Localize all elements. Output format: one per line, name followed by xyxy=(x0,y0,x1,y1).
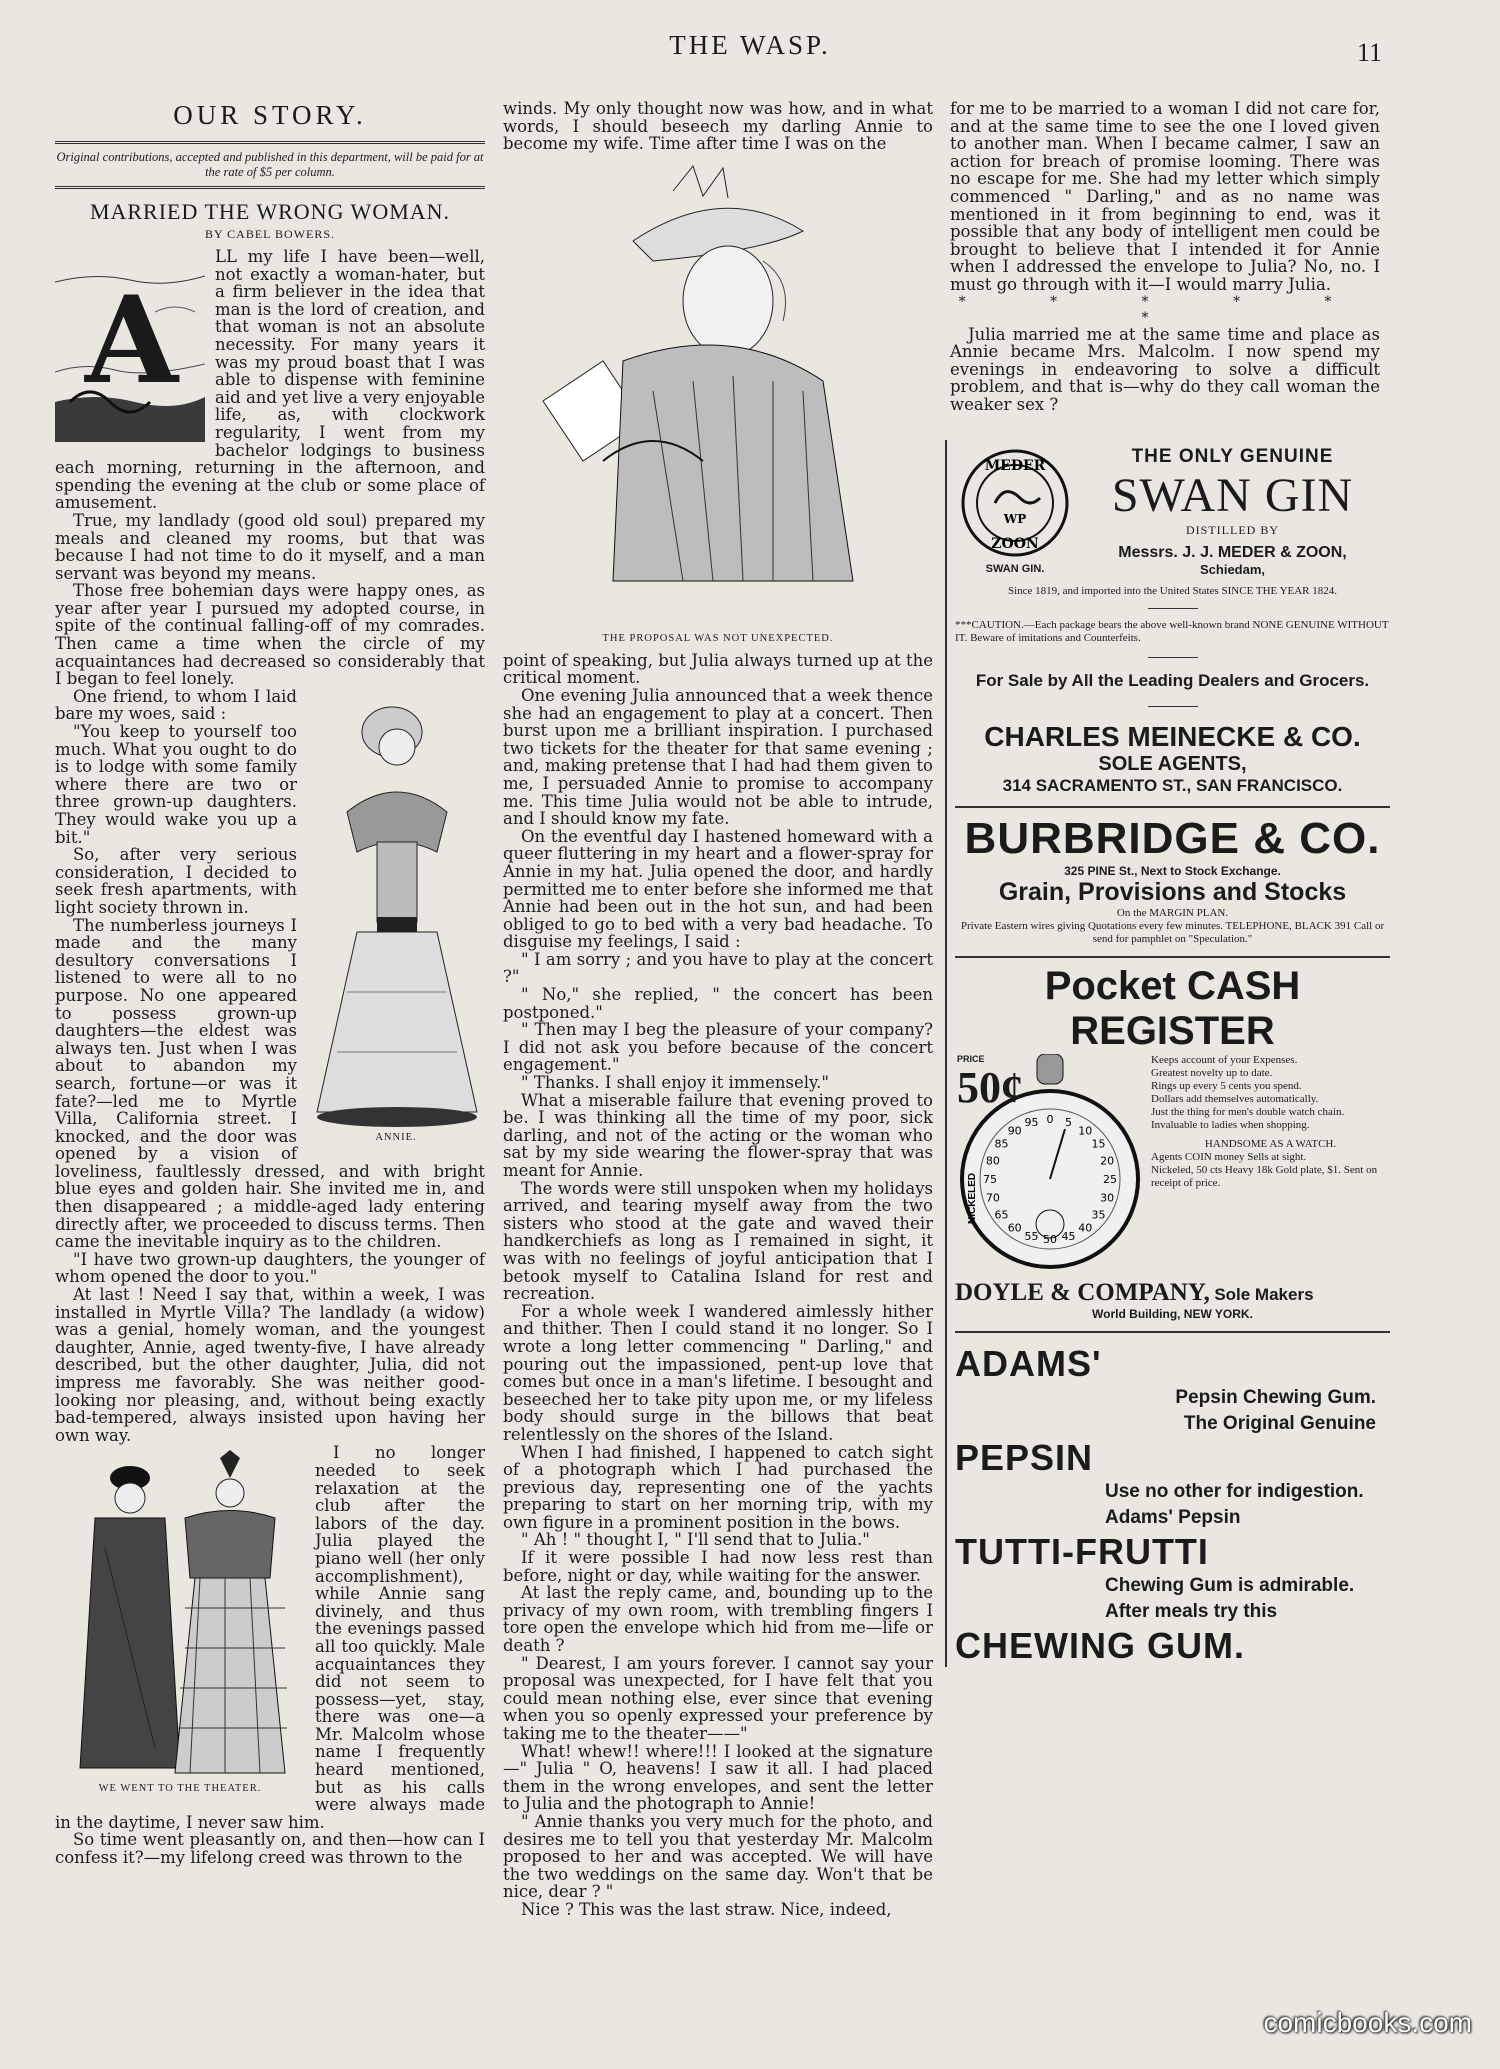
dial-number: 10 xyxy=(1078,1124,1093,1138)
story-paragraph: Nice ? This was the last straw. Nice, indeed, xyxy=(521,1899,892,1919)
story-paragraph: point of speaking, but Julia always turned up at the critical moment. xyxy=(503,650,933,688)
story-paragraph: What a miserable failure that evening proved to be. I was thinking all the time of my poor, sick darling, and not of the acting or the woman who sat by my side wearing the flower-spray that was meant for Annie. xyxy=(503,1090,933,1180)
swan-gin-place: Schiedam, xyxy=(1199,562,1266,577)
section-title: OUR STORY. xyxy=(173,100,367,130)
story-paragraph: " Ah ! " thought I, " I'll send that to Julia." xyxy=(521,1530,870,1550)
burbridge-plan: On the MARGIN PLAN. xyxy=(1116,907,1229,919)
dial-number: 50 xyxy=(1043,1233,1057,1246)
dial-number: 65 xyxy=(994,1208,1009,1222)
adams-pepsin: PEPSIN xyxy=(955,1437,1094,1478)
contribution-notice: Original contributions, accepted and published in this department, will be paid for at the rate of $5 per column. xyxy=(56,150,484,179)
dial-number: 70 xyxy=(985,1191,1000,1205)
swan-gin-headline: THE ONLY GENUINE xyxy=(1131,446,1334,467)
story-paragraph: winds. My only thought now was how, and in what words, I should beseech my darling Annie to become my wife. Time after time I was on the xyxy=(503,99,933,154)
seal-top-text: MEDER xyxy=(984,458,1046,474)
register-feature: Dollars add themselves automatically. xyxy=(1151,1093,1319,1105)
register-feature: Just the thing for men's double watch chain. xyxy=(1151,1106,1345,1118)
advertisements xyxy=(945,440,1390,1667)
dial-number: 75 xyxy=(983,1173,997,1186)
story-paragraph: At last ! Need I say that, within a week, I was installed in Myrtle Villa? The landlady (a widow) was a genial, homely woman, and the youngest daughter, Annie, aged twenty-five, I have already described, but the other daughter, Julia, did not impress me favorably. She was neither good-looking nor pleasing, and, without being exactly bad-tempered, always insisted upon having her own way. xyxy=(55,1285,485,1445)
swan-gin-distilled: DISTILLED BY xyxy=(1186,523,1279,537)
dial-number: 35 xyxy=(1091,1208,1106,1222)
dial-number: 30 xyxy=(1100,1191,1115,1205)
story-paragraph: for me to be married to a woman I did not care for, and at the same time to see the one I loved given to another man. When I became calmer, I saw an action for breach of promise looming. There was no escape for me. She had my letter which simply commenced " Darling," and as no name was mentioned in it from beginning to end, was it possible that any body of intelligent men could be brought to believe that I intended it for Annie when I addressed the envelope to Julia? No, no. I must go through with it—I would marry Julia. xyxy=(950,99,1380,294)
register-maker: DOYLE & COMPANY, xyxy=(955,1279,1210,1306)
swan-gin-since: Since 1819, and imported into the United States SINCE THE YEAR 1824. xyxy=(1007,585,1338,597)
annie-illustration-block xyxy=(307,692,485,1143)
story-paragraph: One friend, to whom I laid bare my woes, said : xyxy=(55,686,297,724)
annie-illustration xyxy=(307,692,485,1132)
burbridge-address: 325 PINE St., Next to Stock Exchange. xyxy=(1064,864,1281,878)
burbridge-line: Grain, Provisions and Stocks xyxy=(998,878,1347,906)
seal-caption: SWAN GIN. xyxy=(985,563,1045,575)
swan-gin-maker: Messrs. J. J. MEDER & ZOON, xyxy=(1118,544,1347,561)
swan-gin-caution: ***CAUTION.—Each package bears the above well-known brand NONE GENUINE WITHOUT IT. Beware of imitations and Counterfeits. xyxy=(955,619,1389,644)
burbridge-ad xyxy=(955,808,1390,958)
dial-number: 90 xyxy=(1007,1124,1022,1138)
story-paragraph: LL my life I have been—well, not exactly a woman-hater, but a firm believer in the idea that man is the lord of creation, and that woman is not an absolute necessity. For many years it was my proud boast that I was able to dispense with feminine aid and yet live a very enjoyable life, as, with clockwork regularity, I went from my bachelor lodgings to business each morning, returning in the afternoon, and spending the evening at the club or some place of amusement. xyxy=(55,247,485,513)
register-maker-role: Sole Makers xyxy=(1214,1285,1314,1304)
agent-address: 314 SACRAMENTO ST., SAN FRANCISCO. xyxy=(1002,776,1343,795)
register-feature: Invaluable to ladies when shopping. xyxy=(1151,1119,1310,1131)
story-paragraph: " I am sorry ; and you have to play at the concert ?" xyxy=(503,949,933,987)
story-paragraph: What! whew!! where!!! I looked at the signature—" Julia " O, heavens! I saw it all. I had placed them in the wrong envelopes, and sent the letter to Julia and the photograph to Annie! xyxy=(503,1741,933,1814)
register-feature: Rings up every 5 cents you spend. xyxy=(1151,1080,1302,1092)
register-maker-address: World Building, NEW YORK. xyxy=(1092,1307,1253,1321)
story-paragraph: "You keep to yourself too much. What you ought to do is to lodge with some family where there are two or three grown-up daughters. They would wake you up a bit." xyxy=(55,722,297,847)
burbridge-wires: Private Eastern wires giving Quotations every few minutes. TELEPHONE, BLACK 391 Call or send for pamphlet on "Speculation." xyxy=(960,920,1385,945)
running-head: THE WASP. xyxy=(669,30,831,60)
dial-number: 40 xyxy=(1078,1221,1093,1235)
adams-line2: The Original Genuine xyxy=(1183,1413,1376,1434)
story-paragraph: The numberless journeys I made and the many desultory conversations I listened to were all to no purpose. No one appeared to possess grown-up daughters—the eldest was always ten. Just when I was about to abandon my search, fortune—or was it fate?—led me to Myrtle Villa, California street. I knocked, and the door was opened by a vision of loveliness, faultlessly dressed, and with bright blue eyes and golden hair. She invited me in, and then disappeared ; a middle-aged lady entering directly after, we proceeded to discuss terms. Then came the inevitable inquiry as to the children. xyxy=(55,915,485,1252)
dial-number: 55 xyxy=(1024,1230,1039,1244)
proposal-caption: THE PROPOSAL WAS NOT UNEXPECTED. xyxy=(602,632,834,644)
swan-gin-ad xyxy=(955,440,1390,808)
story-paragraph: The words were still unspoken when my holidays arrived, and tearing myself away from the two sisters who stood at the gate and waved their handkerchiefs as long as I remained in sight, it was with no feelings of joyful anticipation that I betook myself to Catalina Island for rest and recreation. xyxy=(503,1178,933,1304)
agent-name: CHARLES MEINECKE & CO. xyxy=(984,721,1361,752)
story-paragraph: So time went pleasantly on, and then—how can I confess it?—my lifelong creed was thrown to the xyxy=(55,1830,485,1868)
story-paragraph: " Dearest, I am yours forever. I cannot say your proposal was unexpected, for I have felt that you could mean nothing else, ever since that evening when you so openly expressed your preference by taking me to the theater——" xyxy=(503,1653,933,1743)
story-paragraph: " Then may I beg the pleasure of your company? I did not ask you before because of the concert engagement." xyxy=(503,1020,933,1075)
seal-bottom-text: ZOON xyxy=(991,536,1039,552)
dial-nickeled-label: NICKELED xyxy=(967,1172,978,1224)
watermark: comicbooks.com xyxy=(1263,2007,1472,2038)
register-price: 50¢ xyxy=(957,1063,1023,1112)
story-paragraph: For a whole week I wandered aimlessly hither and thither. Then I could stand it no longer. So I wrote a long letter commencing " Darling," and pouring out the impassioned, pent-up love that comes but once in a man's lifetime. I besought and beseeched her to take pity upon me, or my lifeless body should surge in the billows that beat relentlessly on the shores of the Island. xyxy=(503,1301,933,1444)
agent-role: SOLE AGENTS, xyxy=(1098,753,1247,775)
register-prices: Nickeled, 50 cts Heavy 18k Gold plate, $1. Sent on receipt of price. xyxy=(1151,1164,1378,1189)
drop-cap-illustration xyxy=(55,252,205,442)
story-paragraph: So, after very serious consideration, I decided to seek fresh apartments, with light society thrown in. xyxy=(55,845,297,917)
proposal-illustration xyxy=(503,161,933,631)
theater-illustration-block xyxy=(55,1448,305,1794)
dial-number: 5 xyxy=(1065,1115,1072,1129)
dial-number: 80 xyxy=(985,1154,1000,1168)
section-break-stars: * * * * * * xyxy=(958,293,1372,326)
column-3 xyxy=(950,100,1380,414)
annie-caption: ANNIE. xyxy=(375,1131,417,1143)
dial-number: 15 xyxy=(1091,1137,1106,1151)
dial-number: 25 xyxy=(1103,1173,1117,1186)
theater-illustration xyxy=(55,1448,305,1783)
swan-gin-name: SWAN GIN xyxy=(1111,469,1354,522)
adams-gum: CHEWING GUM. xyxy=(955,1625,1245,1666)
adams-tutti: TUTTI-FRUTTI xyxy=(955,1531,1209,1572)
story-paragraph: At last the reply came, and, bounding up to the privacy of my own room, with trembling fingers I tore open the envelope which hid from me—life or death ? xyxy=(503,1583,933,1656)
adams-line4: Chewing Gum is admirable. After meals try this xyxy=(1105,1575,1355,1622)
page-number: 11 xyxy=(1356,38,1382,67)
adams-line1: Pepsin Chewing Gum. xyxy=(1175,1387,1376,1408)
story-paragraph: If it were possible I had now less rest than before, night or day, while waiting for the answer. xyxy=(503,1548,933,1585)
drop-cap-letter: A xyxy=(85,270,179,411)
story-paragraph: On the eventful day I hastened homeward with a queer fluttering in my heart and a flower-spray for Annie in my hat. Julia opened the door, and hardly permitted me to enter before she informed me that Annie had been out in the hot sun, and had been obliged to go to bed with a very bad headache. To disguise my feelings, I said : xyxy=(503,826,933,952)
register-feature: Greatest novelty up to date. xyxy=(1151,1067,1273,1079)
story-paragraph: I no longer needed to seek relaxation at the club after the labors of the day. Julia played the piano well (her only accomplishment), while Annie sang divinely, and thus the evenings passed all too quickly. Male acquaintances they did not seem to possess—yet, stay, there was one—a Mr. Malcolm whose name I frequently heard mentioned, but as his calls were always made in the daytime, I never saw him. xyxy=(55,1443,485,1832)
dial-number: 0 xyxy=(1046,1113,1054,1126)
story-paragraph: "I have two grown-up daughters, the younger of whom opened the door to you." xyxy=(55,1249,485,1287)
seal-monogram: WP xyxy=(1003,512,1027,526)
adams-line3: Use no other for indigestion. Adams' Pepsin xyxy=(1105,1481,1364,1528)
story-byline: BY CABEL BOWERS. xyxy=(204,227,336,241)
story-title: MARRIED THE WRONG WOMAN. xyxy=(89,199,451,224)
column-1 xyxy=(55,100,485,1867)
register-headline: Pocket CASH REGISTER xyxy=(1044,964,1301,1053)
dial-number: 60 xyxy=(1007,1221,1022,1235)
story-paragraph: True, my landlady (good old soul) prepared my meals and cleaned my rooms, but that was because I had not time to do it myself, and a man servant was beyond my means. xyxy=(55,510,485,583)
column-2 xyxy=(503,100,933,1919)
story-paragraph: " Thanks. I shall enjoy it immensely." xyxy=(521,1073,829,1093)
swan-gin-seal xyxy=(960,448,1070,558)
story-paragraph: Julia married me at the same time and place as Annie became Mrs. Malcolm. I now spend my evenings in endeavoring to solve a difficult problem, and that is—why do they call woman the weaker sex ? xyxy=(950,324,1380,414)
register-price-label: PRICE xyxy=(957,1054,985,1064)
adams-gum-ad xyxy=(955,1333,1390,1667)
story-paragraph: When I had finished, I happened to catch sight of a photograph which I had purchased the previous day, representing one of the yachts preparing to start on her morning trip, with my own figure in a prominent position in the bows. xyxy=(503,1442,933,1532)
register-handsome: HANDSOME AS A WATCH. xyxy=(1204,1138,1337,1150)
cash-register-ad xyxy=(955,958,1390,1333)
register-feature: Keeps account of your Expenses. xyxy=(1151,1054,1298,1066)
dial-number: 20 xyxy=(1100,1154,1115,1168)
story-paragraph: " Annie thanks you very much for the photo, and desires me to tell you that yesterday Mr. Malcolm proposed to her and was accepted. We will have the two weddings on the same day. Won't that be nice, dear ? " xyxy=(503,1811,933,1902)
adams-brand: ADAMS' xyxy=(955,1343,1102,1384)
story-paragraph: One evening Julia announced that a week thence she had an engagement to play at a concert. Then burst upon me a brilliant inspiration. I purchased two tickets for the theater for that same evening ; and, making pretense that I had had them given to me, I persuaded Annie to promise to accompany me. This time Julia would not be able to intrude, and I should know my fate. xyxy=(503,685,933,829)
story-paragraph: Those free bohemian days were happy ones, as year after year I pursued my adopted course, in spite of the continual falling-off of my comrades. Then came a time when the circle of my acquaintances had decreased so considerably that I began to feel lonely. xyxy=(55,581,485,689)
dial-number: 45 xyxy=(1061,1230,1076,1244)
swan-gin-for-sale: For Sale by All the Leading Dealers and Grocers. xyxy=(975,671,1370,690)
story-paragraph: " No," she replied, " the concert has been postponed." xyxy=(503,985,933,1022)
dial-number: 95 xyxy=(1024,1115,1039,1129)
dial-number: 85 xyxy=(994,1137,1009,1151)
register-agents: Agents COIN money Sells at sight. xyxy=(1151,1151,1307,1163)
theater-caption: WE WENT TO THE THEATER. xyxy=(98,1783,262,1795)
burbridge-name: BURBRIDGE & CO. xyxy=(964,814,1381,863)
